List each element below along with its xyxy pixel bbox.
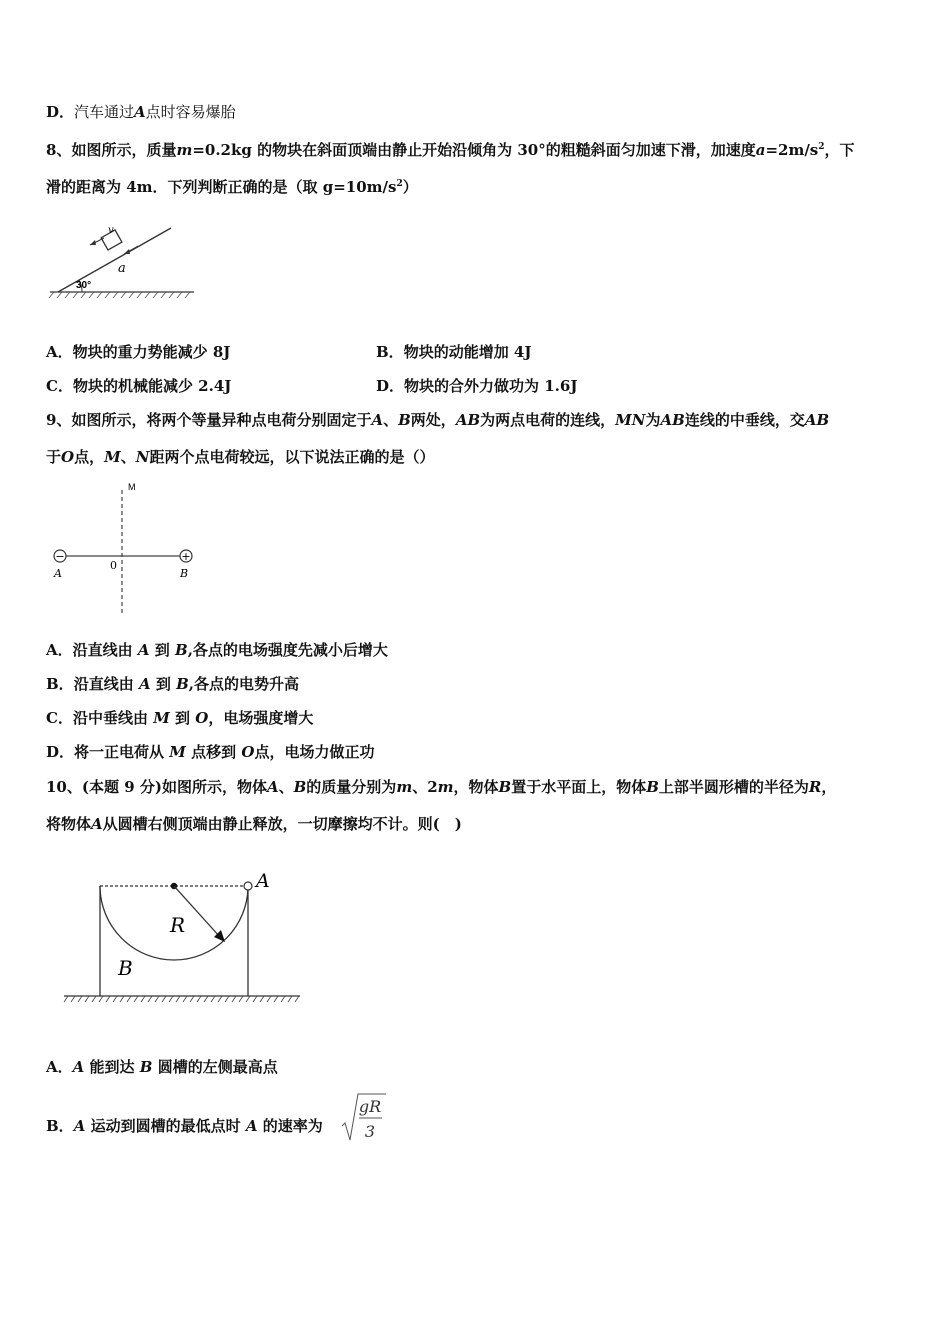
b-label: B — [118, 956, 133, 980]
bowl-figure — [60, 862, 310, 1007]
v-label: v — [108, 225, 114, 236]
b-point-label: B — [180, 567, 189, 580]
q8-option-c: C．物块的机械能减少 2.4J — [46, 377, 232, 395]
q9-option-b: B．沿直线由 A 到 B,各点的电势升高 — [46, 675, 299, 693]
m-label: M — [128, 482, 136, 492]
q10-option-b: B．A 运动到圆槽的最低点时 A 的速率为 — [46, 1117, 323, 1135]
incline-figure — [46, 208, 201, 308]
option-d-prev: D．汽车通过A点时容易爆胎 — [46, 103, 236, 121]
angle-label: 30° — [76, 280, 92, 291]
q9-line1: 9、如图所示，将两个等量异种点电荷分别固定于A、B两处，AB为两点电荷的连线，MN为AB连线的中垂线，交AB — [46, 411, 830, 429]
q9-option-d: D．将一正电荷从 M 点移到 O点，电场力做正功 — [46, 743, 375, 761]
q8-option-d: D．物块的合外力做功为 1.6J — [376, 377, 578, 395]
q10-line1: 10、(本题 9 分)如图所示，物体A、B的质量分别为m、2m，物体B置于水平面上，物体B上部半圆形槽的半径为R， — [46, 778, 837, 796]
o-label: 0 — [110, 559, 117, 572]
a-point-label: A — [54, 567, 62, 580]
formula-numerator: gR — [358, 1097, 382, 1116]
q10-line2: 将物体A从圆槽右侧顶端由静止释放，一切摩擦均不计。则( ) — [46, 815, 462, 833]
q8-option-b: B．物块的动能增加 4J — [376, 343, 532, 361]
q8-line2: 滑的距离为 4m．下列判断正确的是（取 $g=10m/s^2$） — [46, 178, 418, 196]
formula-denominator: 3 — [364, 1122, 376, 1141]
q8-line1: 8、如图所示，质量m=0.2kg 的物块在斜面顶端由静止开始沿倾角为 30°的粗糙斜面匀加速下滑，加速度$a=2m/s^2$，下 — [46, 141, 855, 159]
charges-figure — [46, 478, 206, 618]
r-label: R — [170, 913, 186, 937]
a-label: A — [256, 870, 270, 892]
sqrt-formula — [340, 1090, 388, 1146]
a-label: a — [118, 261, 126, 276]
q9-option-a: A．沿直线由 A 到 B,各点的电场强度先减小后增大 — [46, 641, 388, 659]
svg-text:+: + — [181, 550, 191, 563]
q9-line2: 于O点，M、N距两个点电荷较远，以下说法正确的是（） — [46, 448, 435, 466]
q8-option-a: A．物块的重力势能减少 8J — [46, 343, 231, 361]
svg-text:−: − — [55, 550, 65, 563]
q9-option-c: C．沿中垂线由 M 到 O，电场强度增大 — [46, 709, 314, 727]
ball-a — [244, 882, 252, 890]
q10-option-a: A．A 能到达 B 圆槽的左侧最高点 — [46, 1058, 278, 1076]
